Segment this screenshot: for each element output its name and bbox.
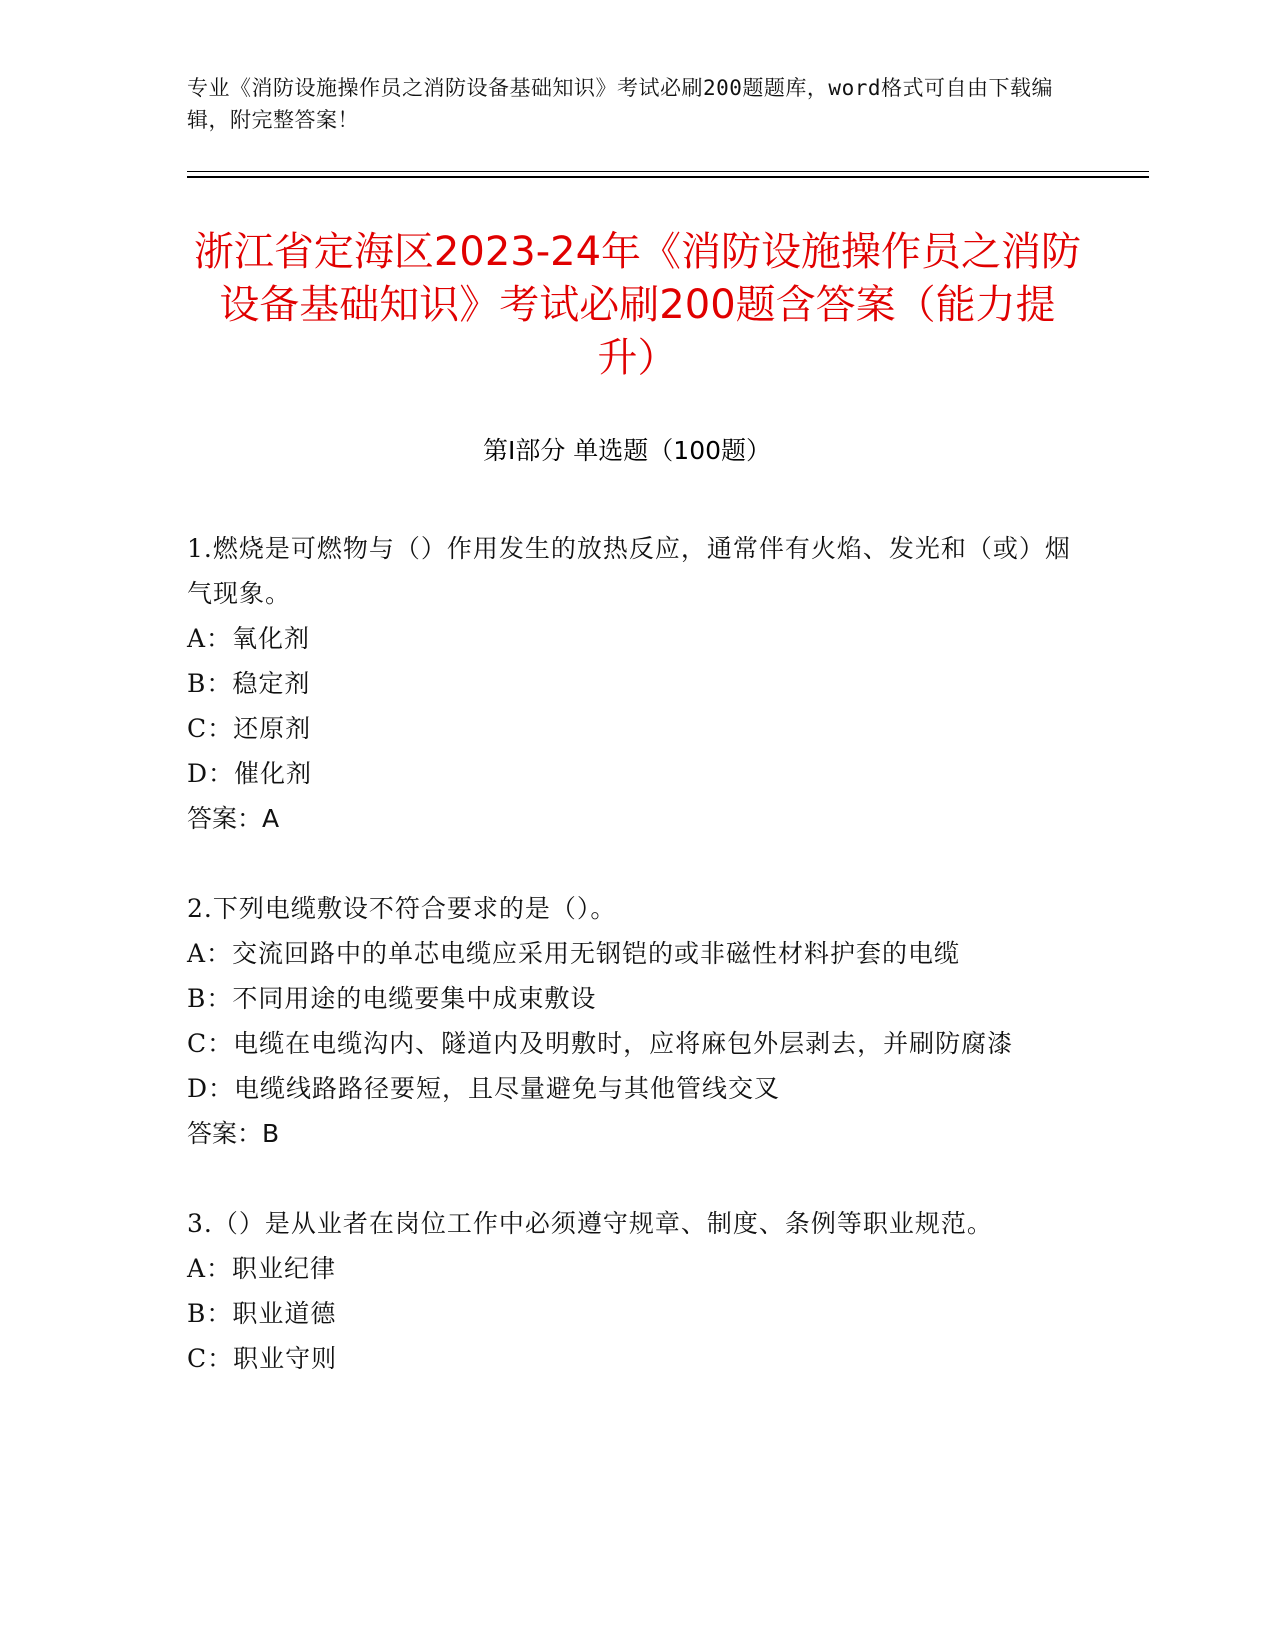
document-title: 浙江省定海区2023-24年《消防设施操作员之消防设备基础知识》考试必刷200题含答案（能力提升）	[193, 229, 1082, 381]
question-2	[187, 886, 1072, 1156]
question-3	[187, 1201, 1072, 1381]
answer-label: 答案：A	[187, 804, 280, 833]
option-c: C：电缆在电缆沟内、隧道内及明敷时，应将麻包外层剥去，并刷防腐漆	[187, 1029, 1014, 1058]
question-stem: 3.（）是从业者在岗位工作中必须遵守规章、制度、条例等职业规范。	[187, 1209, 993, 1238]
section-heading: 第I部分 单选题（100题）	[482, 436, 772, 465]
option-b: B：稳定剂	[187, 669, 311, 698]
option-c: C：还原剂	[187, 714, 312, 743]
option-b: B：职业道德	[187, 1299, 337, 1328]
header-note: 专业《消防设施操作员之消防设备基础知识》考试必刷200题题库，word格式可自由下载编辑，附完整答案！	[187, 76, 1053, 132]
option-d: D：催化剂	[187, 759, 313, 788]
option-d: D：电缆线路路径要短，且尽量避免与其他管线交叉	[187, 1074, 781, 1103]
option-a: A：职业纪律	[187, 1254, 337, 1283]
question-list	[187, 526, 1072, 1426]
question-stem: 2.下列电缆敷设不符合要求的是（）。	[187, 894, 617, 923]
question-stem: 1.燃烧是可燃物与（）作用发生的放热反应，通常伴有火焰、发光和（或）烟气现象。	[187, 534, 1071, 608]
option-a: A：交流回路中的单芯电缆应采用无钢铠的或非磁性材料护套的电缆	[187, 939, 961, 968]
header-rule-thick	[187, 176, 1149, 178]
answer-label: 答案：B	[187, 1119, 280, 1148]
option-b: B：不同用途的电缆要集中成束敷设	[187, 984, 597, 1013]
question-1	[187, 526, 1072, 841]
option-a: A：氧化剂	[187, 624, 311, 653]
option-c: C：职业守则	[187, 1344, 338, 1373]
header-rule-thin	[187, 171, 1149, 172]
